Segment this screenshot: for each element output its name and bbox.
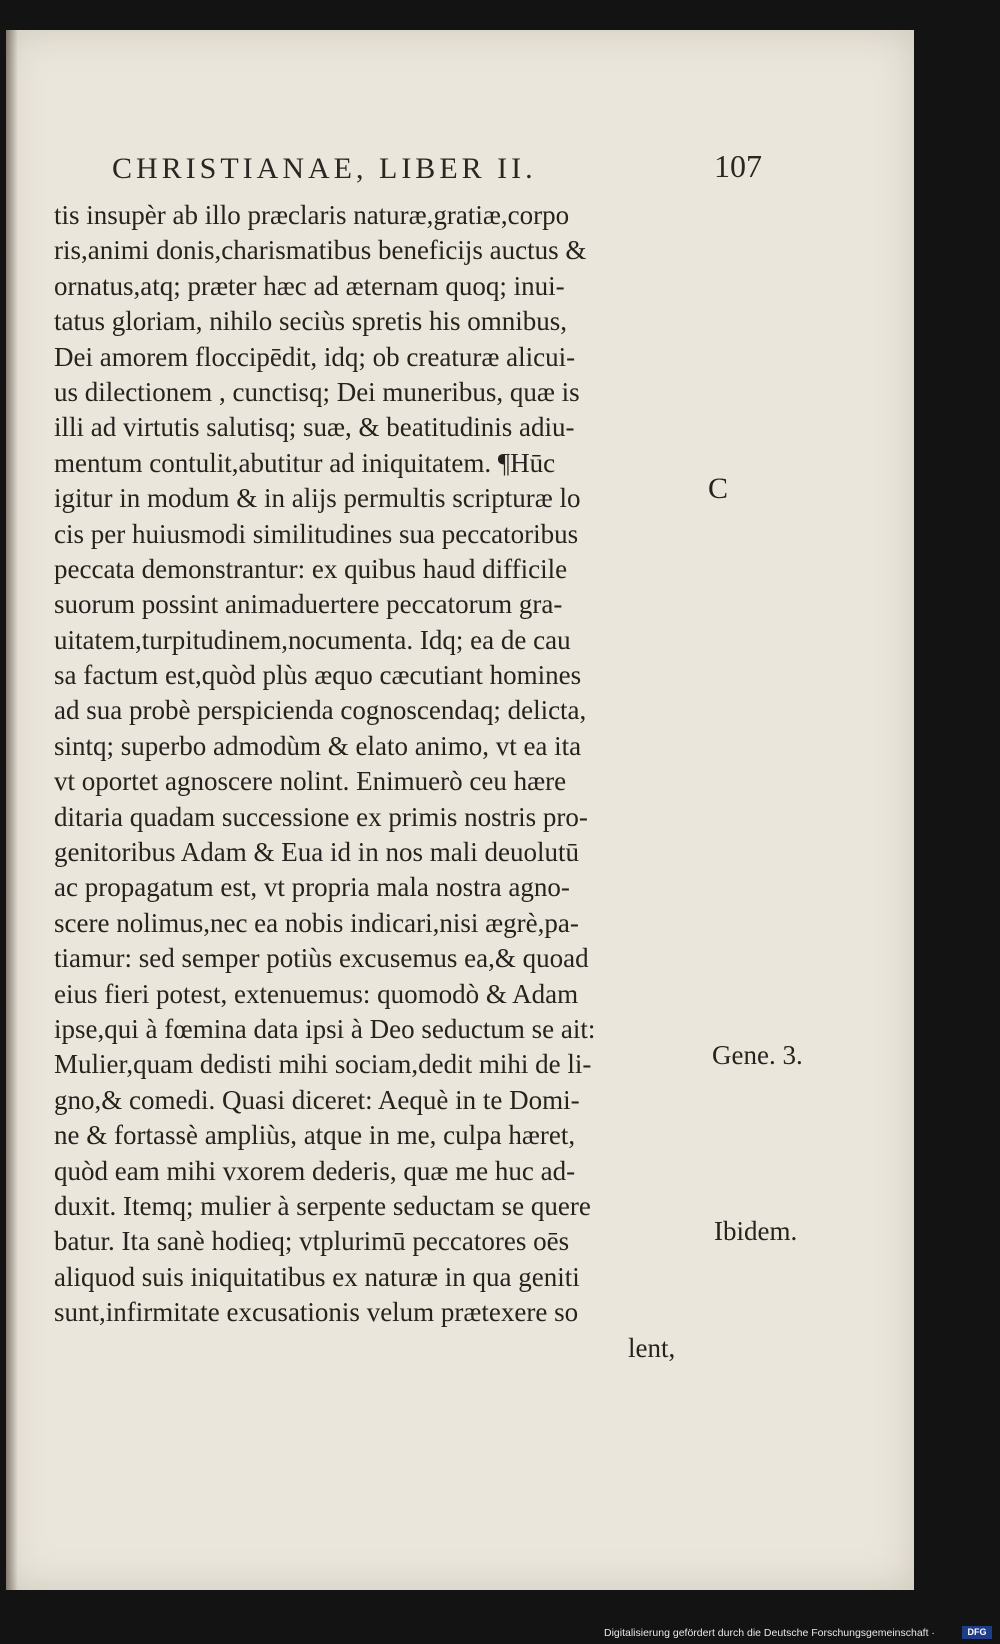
digitization-credit: Digitalisierung gefördert durch die Deutsche Forschungsgemeinschaft · — [604, 1627, 935, 1639]
text-line: ac propagatum est, vt propria mala nostra agno- — [54, 872, 570, 903]
running-head: CHRISTIANAE, LIBER II. — [112, 152, 537, 185]
text-line: us dilectionem , cunctisq; Dei muneribus, quæ is — [54, 376, 580, 407]
text-line: tis insupèr ab illo præclaris naturæ,gratiæ,corpo — [54, 200, 570, 230]
text-line: ne & fortassè ampliùs, atque in me, culpa hæret, — [54, 1120, 576, 1151]
marginal-reference-ibidem: Ibidem. — [714, 1216, 798, 1246]
text-line: Mulier,quam dedisti mihi sociam,dedit mihi de li- — [54, 1049, 592, 1080]
text-line: aliquod suis iniquitatibus ex naturæ in qua geniti — [54, 1261, 580, 1292]
text-line: tiamur: sed semper potiùs excusemus ea,& quoad — [54, 943, 589, 974]
text-line: cis per huiusmodi similitudines sua peccatoribus — [54, 518, 579, 549]
text-line: igitur in modum & in alijs permultis scripturæ lo — [54, 483, 581, 514]
text-line: genitoribus Adam & Eua id in nos mali deuolutū — [54, 837, 579, 868]
marginal-section-letter: C — [708, 472, 729, 505]
text-line: uitatem,turpitudinem,nocumenta. Idq; ea de cau — [54, 624, 571, 655]
text-line: gno,& comedi. Quasi diceret: Aequè in te Domi- — [54, 1084, 580, 1115]
text-line: quòd eam mihi vxorem dederis, quæ me huc ad- — [54, 1155, 576, 1186]
catchword: lent, — [628, 1332, 676, 1363]
text-line: mentum contulit,abutitur ad iniquitatem. ¶Hūc — [54, 447, 556, 478]
text-line: tatus gloriam, nihilo seciùs spretis his omnibus, — [54, 306, 567, 337]
text-line: ipse,qui à fœmina data ipsi à Deo seductum se ait: — [54, 1013, 596, 1044]
text-line: batur. Ita sanè hodieq; vtplurimū peccatores oēs — [54, 1226, 570, 1257]
text-line: eius fieri potest, extenuemus: quomodò & Adam — [54, 978, 579, 1009]
body-text — [54, 198, 734, 1366]
text-line: ad sua probè perspicienda cognoscendaq; delicta, — [54, 695, 587, 726]
text-line: sintq; superbo admodùm & elato animo, vt ea ita — [54, 730, 582, 761]
page-fold-shadow — [6, 30, 18, 1590]
text-line: ornatus,atq; præter hæc ad æternam quoq; inui- — [54, 270, 565, 301]
page-number: 107 — [714, 148, 762, 184]
text-line: ris,animi donis,charismatibus beneficijs auctus & — [54, 235, 587, 266]
book-page — [6, 30, 914, 1590]
text-line: sa factum est,quòd plùs æquo cæcutiant homines — [54, 660, 582, 691]
marginal-reference-genesis: Gene. 3. — [712, 1040, 803, 1070]
text-line: illi ad virtutis salutisq; suæ, & beatitudinis adiu- — [54, 412, 575, 443]
text-line: peccata demonstrantur: ex quibus haud difficile — [54, 553, 568, 584]
text-line: scere nolimus,nec ea nobis indicari,nisi ægrè,pa- — [54, 907, 579, 938]
text-line: sunt,infirmitate excusationis velum prætexere so — [54, 1297, 579, 1328]
text-line: duxit. Itemq; mulier à serpente seductam se quere — [54, 1190, 591, 1221]
text-line: Dei amorem floccipēdit, idq; ob creaturæ alicui- — [54, 341, 576, 372]
text-line: ditaria quadam successione ex primis nostris pro- — [54, 801, 588, 832]
dfg-logo: DFG — [962, 1626, 992, 1639]
text-line: suorum possint animaduertere peccatorum gra- — [54, 589, 563, 620]
text-line: vt oportet agnoscere nolint. Enimuerò ceu hære — [54, 766, 567, 797]
